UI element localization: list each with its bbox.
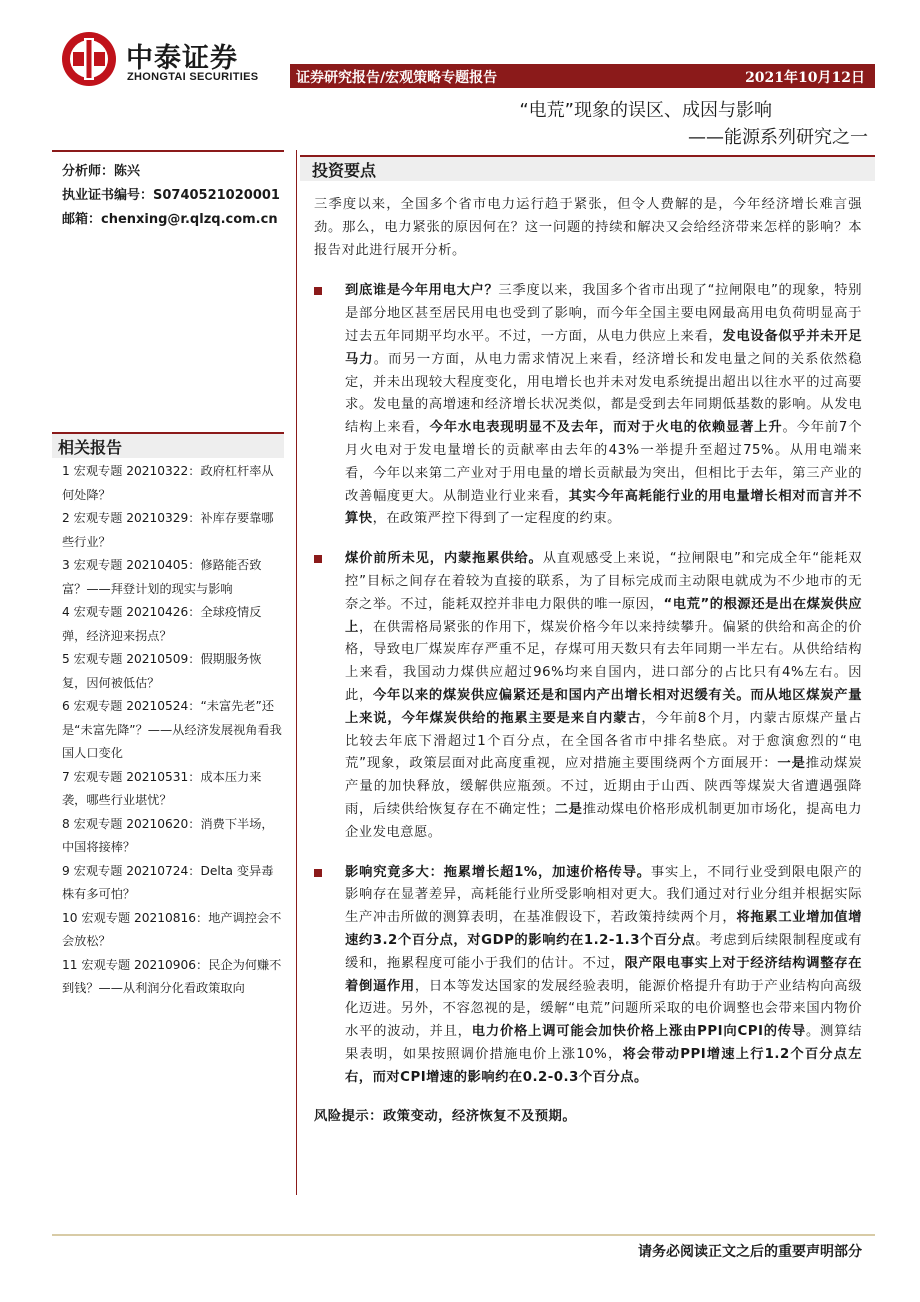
summary-bullet-2: 煤价前所未见，内蒙拖累供给。从直观感受上来说，“拉闸限电”和完成全年“能耗双控”目标之间存在着较为直接的联系，为了目标完成而主动限电就成为不少地市的无奈之举。不过，能耗双控并非电力限供的唯一原因，“电荒”的根源还是出在煤炭供应上，在供需格局紧张的作用下，煤炭价格今年以来持续攀升。偏紧的供给和高企的价格，导致电厂煤炭库存严重不足，存煤可用天数只有去年同期一半左右。从供给结构上来看，我国动力煤供应超过96%均来自国内，进口部分的占比只有4%左右。因此，今年以来的煤炭供应偏紧还是和国内产出增长相对迟缓有关。而从地区煤炭产量上来说，今年煤炭供给的拖累主要是来自内蒙古，今年前8个月，内蒙古原煤产量占比较去年底下滑超过1个百分点，在全国各省市中排名垫底。对于愈演愈烈的“电荒”现象，政策层面对此高度重视，应对措施主要围绕两个方面展开：一是推动煤炭产量的加快释放，缓解供应瓶颈。不过，近期由于山西、陕西等煤炭大省遭遇强降雨，后续供给恢复存在不确定性；二是推动煤电价格形成机制更加市场化，提高电力企业发电意愿。 xyxy=(314,548,862,844)
bullet-square-icon xyxy=(314,869,322,877)
related-report-item[interactable]: 4 宏观专题 20210426：全球疫情反弹，经济迎来拐点？ xyxy=(62,605,262,643)
report-category: 证券研究报告/宏观策略专题报告 xyxy=(296,70,498,86)
summary-intro: 三季度以来，全国多个省市电力运行趋于紧张，但令人费解的是，今年经济增长难言强劲。那么，电力紧张的原因何在？这一问题的持续和解决又会给经济带来怎样的影响？本报告对此进行展开分析。 xyxy=(314,197,862,258)
related-report-item[interactable]: 8 宏观专题 20210620：消费下半场，中国将接棒？ xyxy=(62,816,274,854)
analyst-cert: 执业证书编号：S0740521020001 xyxy=(62,188,280,203)
related-report-item[interactable]: 3 宏观专题 20210405：修路能否致富？——拜登计划的现实与影响 xyxy=(62,558,262,596)
summary-body xyxy=(314,194,862,1129)
related-reports-title: 相关报告 xyxy=(58,438,123,457)
related-report-item[interactable]: 5 宏观专题 20210509：假期服务恢复，因何被低估？ xyxy=(62,652,262,690)
report-subtitle: ——能源系列研究之一 xyxy=(688,127,868,148)
bullet-square-icon xyxy=(314,555,322,563)
brand-name-en: ZHONGTAI SECURITIES xyxy=(127,71,259,83)
footer-rule xyxy=(52,1234,875,1236)
summary-bullet-1: 到底谁是今年用电大户？三季度以来，我国多个省市出现了“拉闸限电”的现象，特别是部分地区甚至居民用电也受到了影响，而今年全国主要电网最高用电负荷明显高于过去五年同期平均水平。不过，一方面，从电力供应上来看，发电设备似乎并未开足马力。而另一方面，从电力需求情况上来看，经济增长和发电量之间的关系依然稳定，并未出现较大程度变化，用电增长也并未对发电系统提出超出以往水平的过高要求。发电量的高增速和经济增长状况类似，都是受到去年同期低基数的影响。从发电结构上来看，今年水电表现明显不及去年，而对于火电的依赖显著上升。今年前7个月火电对于发电量增长的贡献率由去年的43%一举提升至超过75%。从用电端来看，今年以来第二产业对于用电量的增长贡献最为突出，但相比于去年，第三产业的改善幅度更大。从制造业行业来看，其实今年高耗能行业的用电量增长相对而言并不算快，在政策严控下得到了一定程度的约束。 xyxy=(314,280,862,531)
analyst-name: 分析师：陈兴 xyxy=(62,164,141,179)
related-report-item[interactable]: 6 宏观专题 20210524：“未富先老”还是“未富先降”？——从经济发展视角看我国人口变化 xyxy=(62,699,282,760)
related-report-item[interactable]: 10 宏观专题 20210816：地产调控会不会放松？ xyxy=(62,910,282,948)
related-report-item[interactable]: 1 宏观专题 20210322：政府杠杆率从何处降？ xyxy=(62,464,274,502)
summary-heading xyxy=(300,155,875,181)
report-date: 2021年10月12日 xyxy=(745,70,865,86)
left-top-rule xyxy=(52,150,284,152)
footer-disclaimer: 请务必阅读正文之后的重要声明部分 xyxy=(638,1244,862,1260)
company-logo xyxy=(60,30,260,90)
bullet-square-icon xyxy=(314,287,322,295)
report-title: “电荒”现象的误区、成因与影响 xyxy=(519,100,772,121)
related-reports-list xyxy=(62,460,284,1001)
related-reports-heading xyxy=(52,432,284,458)
risk-warning: 风险提示：政策变动，经济恢复不及预期。 xyxy=(314,1109,577,1125)
related-report-item[interactable]: 9 宏观专题 20210724：Delta 变异毒株有多可怕？ xyxy=(62,863,274,901)
related-report-item[interactable]: 11 宏观专题 20210906：民企为何赚不到钱？——从利润分化看政策取向 xyxy=(62,957,282,995)
zhongtai-logo-icon xyxy=(60,30,118,88)
summary-title: 投资要点 xyxy=(312,161,377,180)
related-report-item[interactable]: 2 宏观专题 20210329：补库存要靠哪些行业？ xyxy=(62,511,274,549)
column-divider xyxy=(296,150,297,1195)
analyst-email: 邮箱：chenxing@r.qlzq.com.cn xyxy=(62,212,278,227)
related-report-item[interactable]: 7 宏观专题 20210531：成本压力来袭，哪些行业堪忧？ xyxy=(62,769,262,807)
brand-name-cn: 中泰证券 xyxy=(126,43,238,74)
report-banner xyxy=(290,64,875,88)
summary-bullet-3: 影响究竟多大：拖累增长超1%，加速价格传导。事实上，不同行业受到限电限产的影响存在显著差异，高耗能行业所受影响相对更大。我们通过对行业分组并根据实际生产冲击所做的测算表明，在基准假设下，若政策持续两个月，将拖累工业增加值增速约3.2个百分点，对GDP的影响约在1.2-1.3个百分点。考虑到后续限制程度或有缓和，拖累程度可能小于我们的估计。不过，限产限电事实上对于经济结构调整存在着倒逼作用，日本等发达国家的发展经验表明，能源价格提升有助于产业结构向高级化迈进。另外，不容忽视的是，缓解“电荒”问题所采取的电价调整也会带来国内物价水平的波动，并且，电力价格上调可能会加快价格上涨由PPI向CPI的传导。测算结果表明，如果按照调价措施电价上涨10%，将会带动PPI增速上行1.2个百分点左右，而对CPI增速的影响约在0.2-0.3个百分点。 xyxy=(314,862,862,1090)
